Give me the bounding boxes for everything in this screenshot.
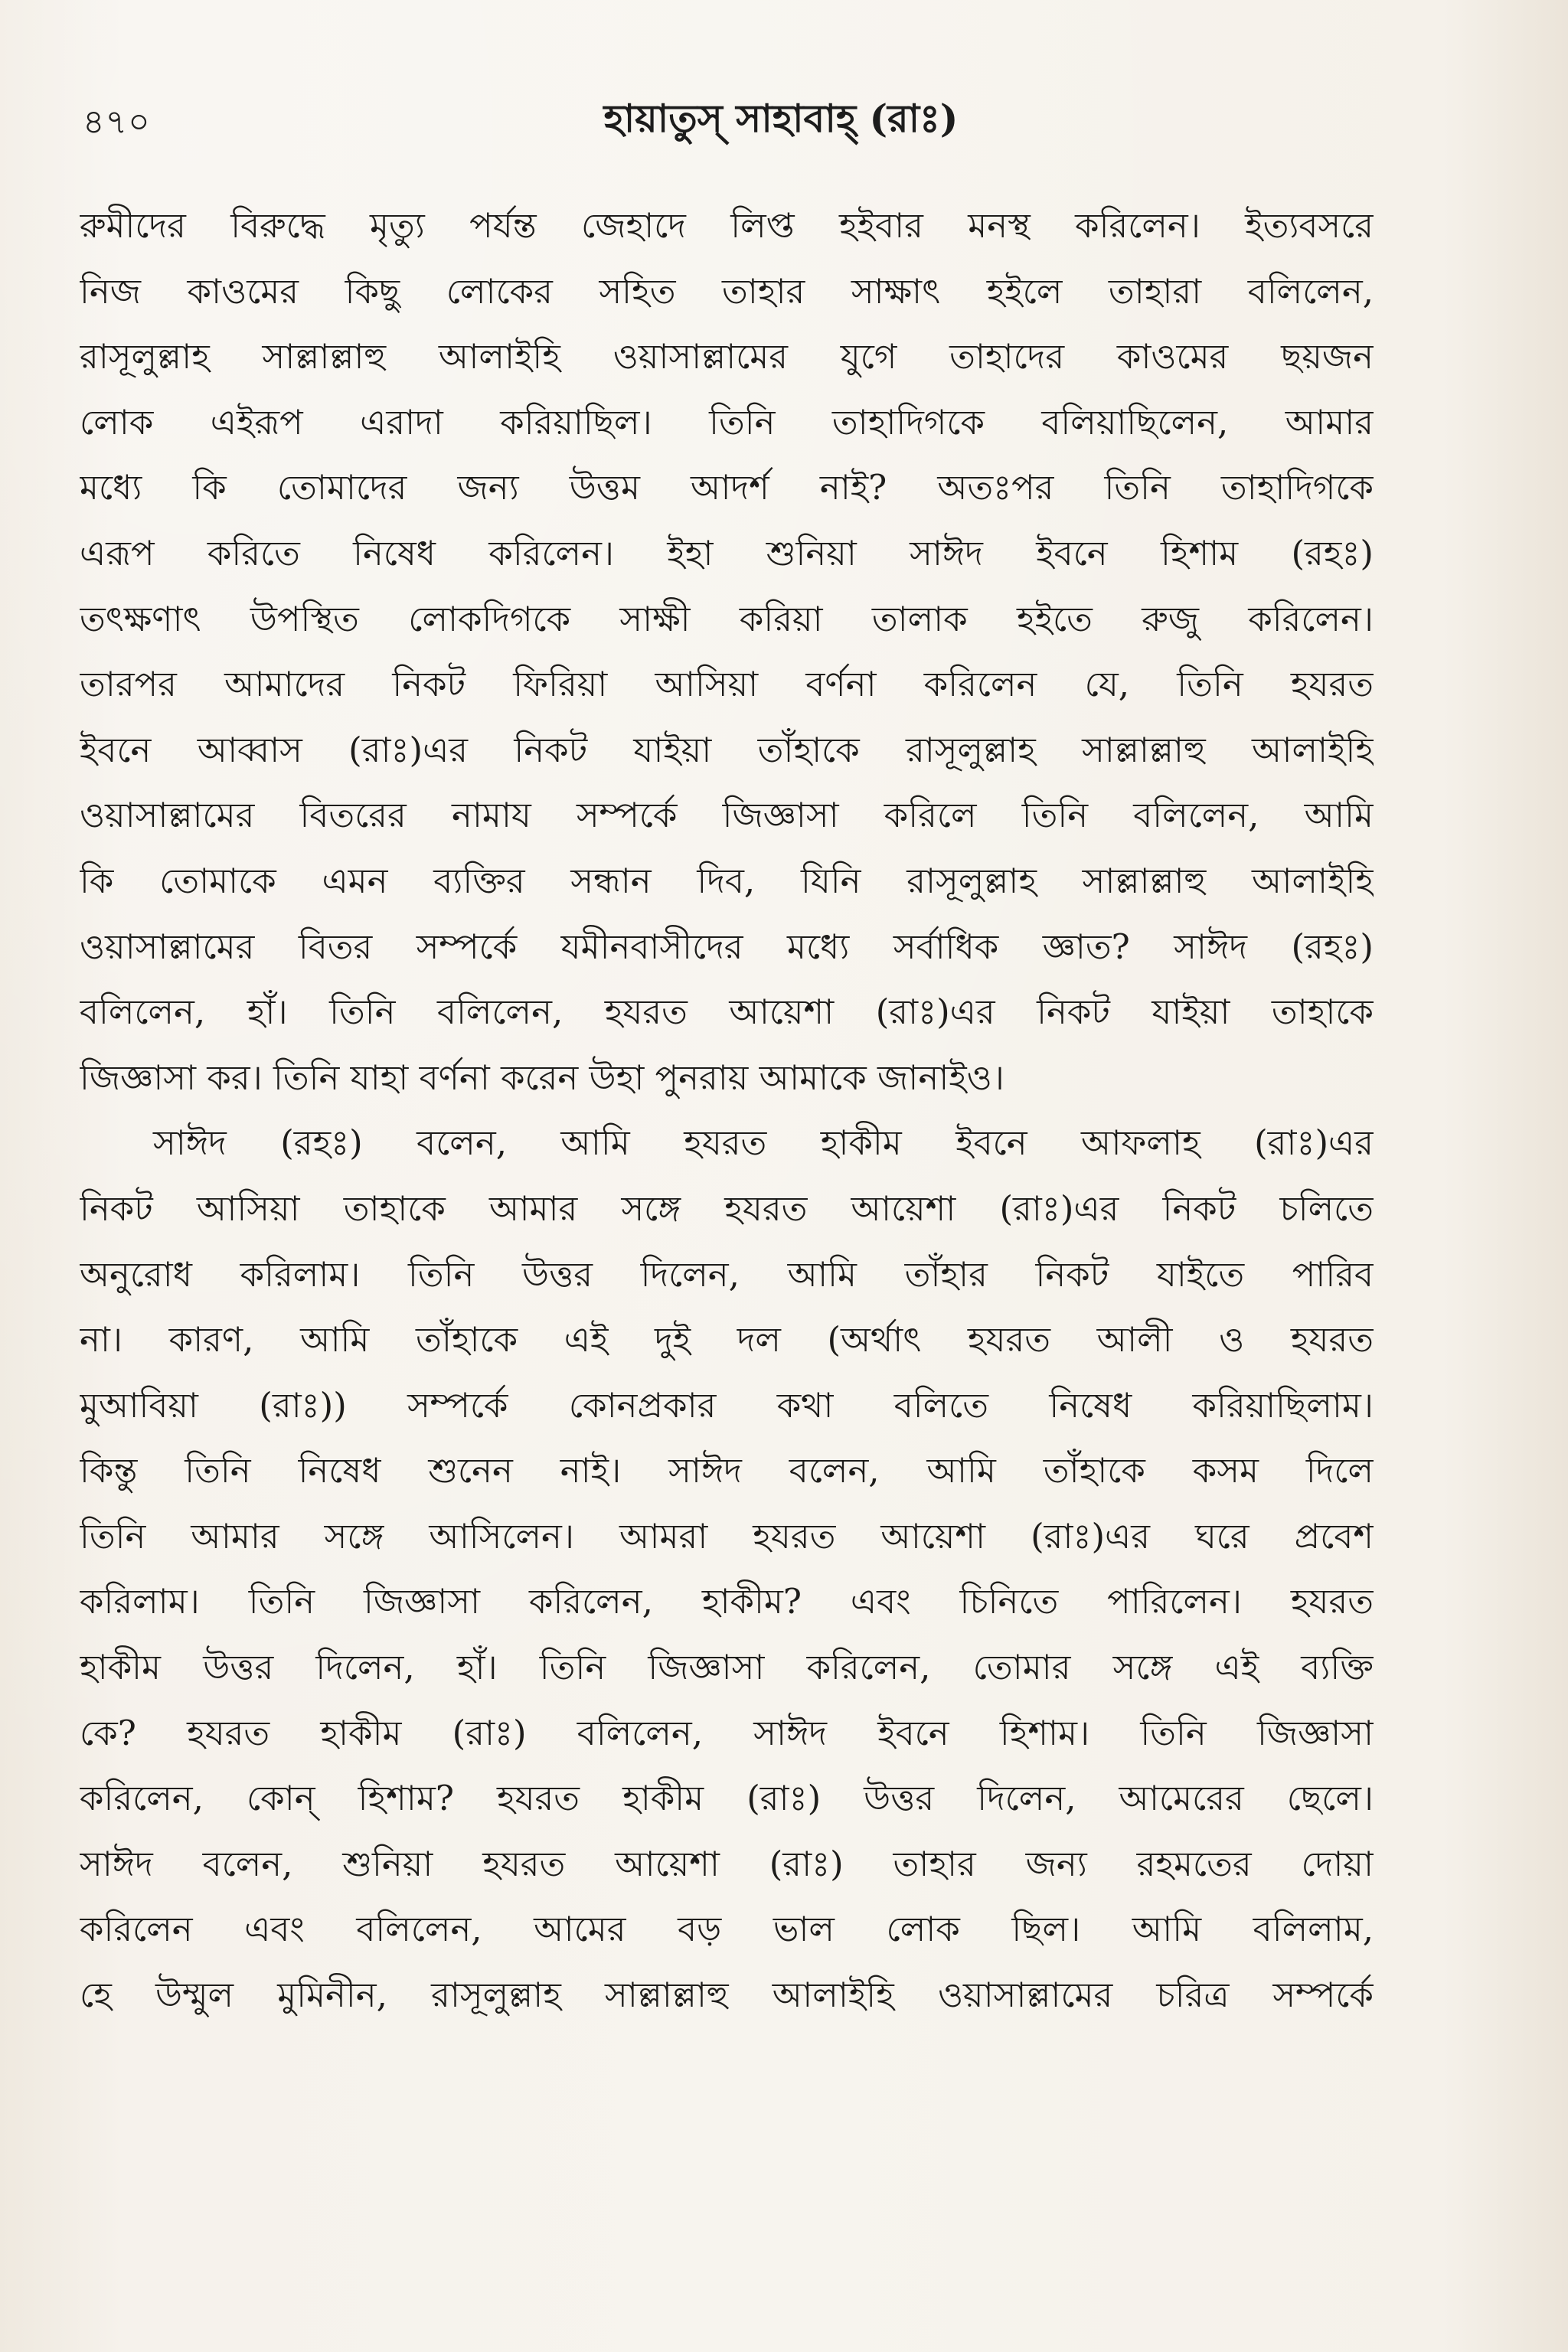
text-line: কিন্তু তিনি নিষেধ শুনেন নাই। সাঈদ বলেন, আমি তাঁহাকে কসম দিলে (80, 1450, 1374, 1491)
text-line: তারপর আমাদের নিকট ফিরিয়া আসিয়া বর্ণনা করিলেন যে, তিনি হযরত (80, 664, 1374, 705)
text-line: সাঈদ বলেন, শুনিয়া হযরত আয়েশা (রাঃ) তাহার জন্য রহমতের দোয়া (80, 1843, 1374, 1884)
text-line: রুমীদের বিরুদ্ধে মৃত্যু পর্যন্ত জেহাদে লিপ্ত হইবার মনস্থ করিলেন। ইত্যবসরে (80, 205, 1374, 246)
text-line: ওয়াসাল্লামের বিতরের নামায সম্পর্কে জিজ্ঞাসা করিলে তিনি বলিলেন, আমি (80, 795, 1374, 836)
text-line: ওয়াসাল্লামের বিতর সম্পর্কে যমীনবাসীদের মধ্যে সর্বাধিক জ্ঞাত? সাঈদ (রহঃ) (80, 926, 1374, 967)
text-line: নিজ কাওমের কিছু লোকের সহিত তাহার সাক্ষাৎ হইলে তাহারা বলিলেন, (80, 270, 1374, 312)
text-line: ইবনে আব্বাস (রাঃ)এর নিকট যাইয়া তাঁহাকে রাসূলুল্লাহ সাল্লাল্লাহু আলাইহি (80, 729, 1374, 770)
text-line: রাসূলুল্লাহ সাল্লাল্লাহু আলাইহি ওয়াসাল্লামের যুগে তাহাদের কাওমের ছয়জন (80, 336, 1374, 377)
text-line: হাকীম উত্তর দিলেন, হাঁ। তিনি জিজ্ঞাসা করিলেন, তোমার সঙ্গে এই ব্যক্তি (80, 1647, 1374, 1688)
text-line: নিকট আসিয়া তাহাকে আমার সঙ্গে হযরত আয়েশা (রাঃ)এর নিকট চলিতে (80, 1187, 1374, 1229)
text-line: অনুরোধ করিলাম। তিনি উত্তর দিলেন, আমি তাঁহার নিকট যাইতে পারিব (80, 1253, 1374, 1295)
text-line: মধ্যে কি তোমাদের জন্য উত্তম আদর্শ নাই? অতঃপর তিনি তাহাদিগকে (80, 467, 1374, 508)
body-text (80, 193, 1374, 2028)
text-line: কে? হযরত হাকীম (রাঃ) বলিলেন, সাঈদ ইবনে হিশাম। তিনি জিজ্ঞাসা (80, 1712, 1374, 1753)
text-line: না। কারণ, আমি তাঁহাকে এই দুই দল (অর্থাৎ হযরত আলী ও হযরত (80, 1319, 1374, 1361)
page-number: ৪৭০ (83, 103, 151, 142)
page-header (77, 90, 1485, 152)
text-line: মুআবিয়া (রাঃ)) সম্পর্কে কোনপ্রকার কথা বলিতে নিষেধ করিয়াছিলাম। (80, 1384, 1374, 1426)
text-line: বলিলেন, হাঁ। তিনি বলিলেন, হযরত আয়েশা (রাঃ)এর নিকট যাইয়া তাহাকে (80, 991, 1374, 1033)
text-line: হে উম্মুল মুমিনীন, রাসূলুল্লাহ সাল্লাল্লাহু আলাইহি ওয়াসাল্লামের চরিত্র সম্পর্কে (80, 1975, 1374, 2016)
text-line: করিলাম। তিনি জিজ্ঞাসা করিলেন, হাকীম? এবং চিনিতে পারিলেন। হযরত (80, 1581, 1374, 1622)
text-line: লোক এইরূপ এরাদা করিয়াছিল। তিনি তাহাদিগকে বলিয়াছিলেন, আমার (80, 401, 1374, 443)
text-line: তৎক্ষণাৎ উপস্থিত লোকদিগকে সাক্ষী করিয়া তালাক হইতে রুজু করিলেন। (80, 598, 1374, 639)
text-line: কি তোমাকে এমন ব্যক্তির সন্ধান দিব, যিনি রাসূলুল্লাহ সাল্লাল্লাহু আলাইহি (80, 860, 1374, 901)
text-line: করিলেন এবং বলিলেন, আমের বড় ভাল লোক ছিল। আমি বলিলাম, (80, 1909, 1374, 1950)
paragraph-first-line: সাঈদ (রহঃ) বলেন, আমি হযরত হাকীম ইবনে আফলাহ (রাঃ)এর (153, 1122, 1374, 1164)
text-line: তিনি আমার সঙ্গে আসিলেন। আমরা হযরত আয়েশা (রাঃ)এর ঘরে প্রবেশ (80, 1515, 1374, 1557)
text-line: করিলেন, কোন্ হিশাম? হযরত হাকীম (রাঃ) উত্তর দিলেন, আমেরের ছেলে। (80, 1778, 1374, 1819)
running-title: হায়াতুস্ সাহাবাহ্ (রাঃ) (603, 96, 959, 141)
text-line: জিজ্ঞাসা কর। তিনি যাহা বর্ণনা করেন উহা পুনরায় আমাকে জানাইও। (80, 1057, 1004, 1098)
text-line: এরূপ করিতে নিষেধ করিলেন। ইহা শুনিয়া সাঈদ ইবনে হিশাম (রহঃ) (80, 532, 1374, 573)
